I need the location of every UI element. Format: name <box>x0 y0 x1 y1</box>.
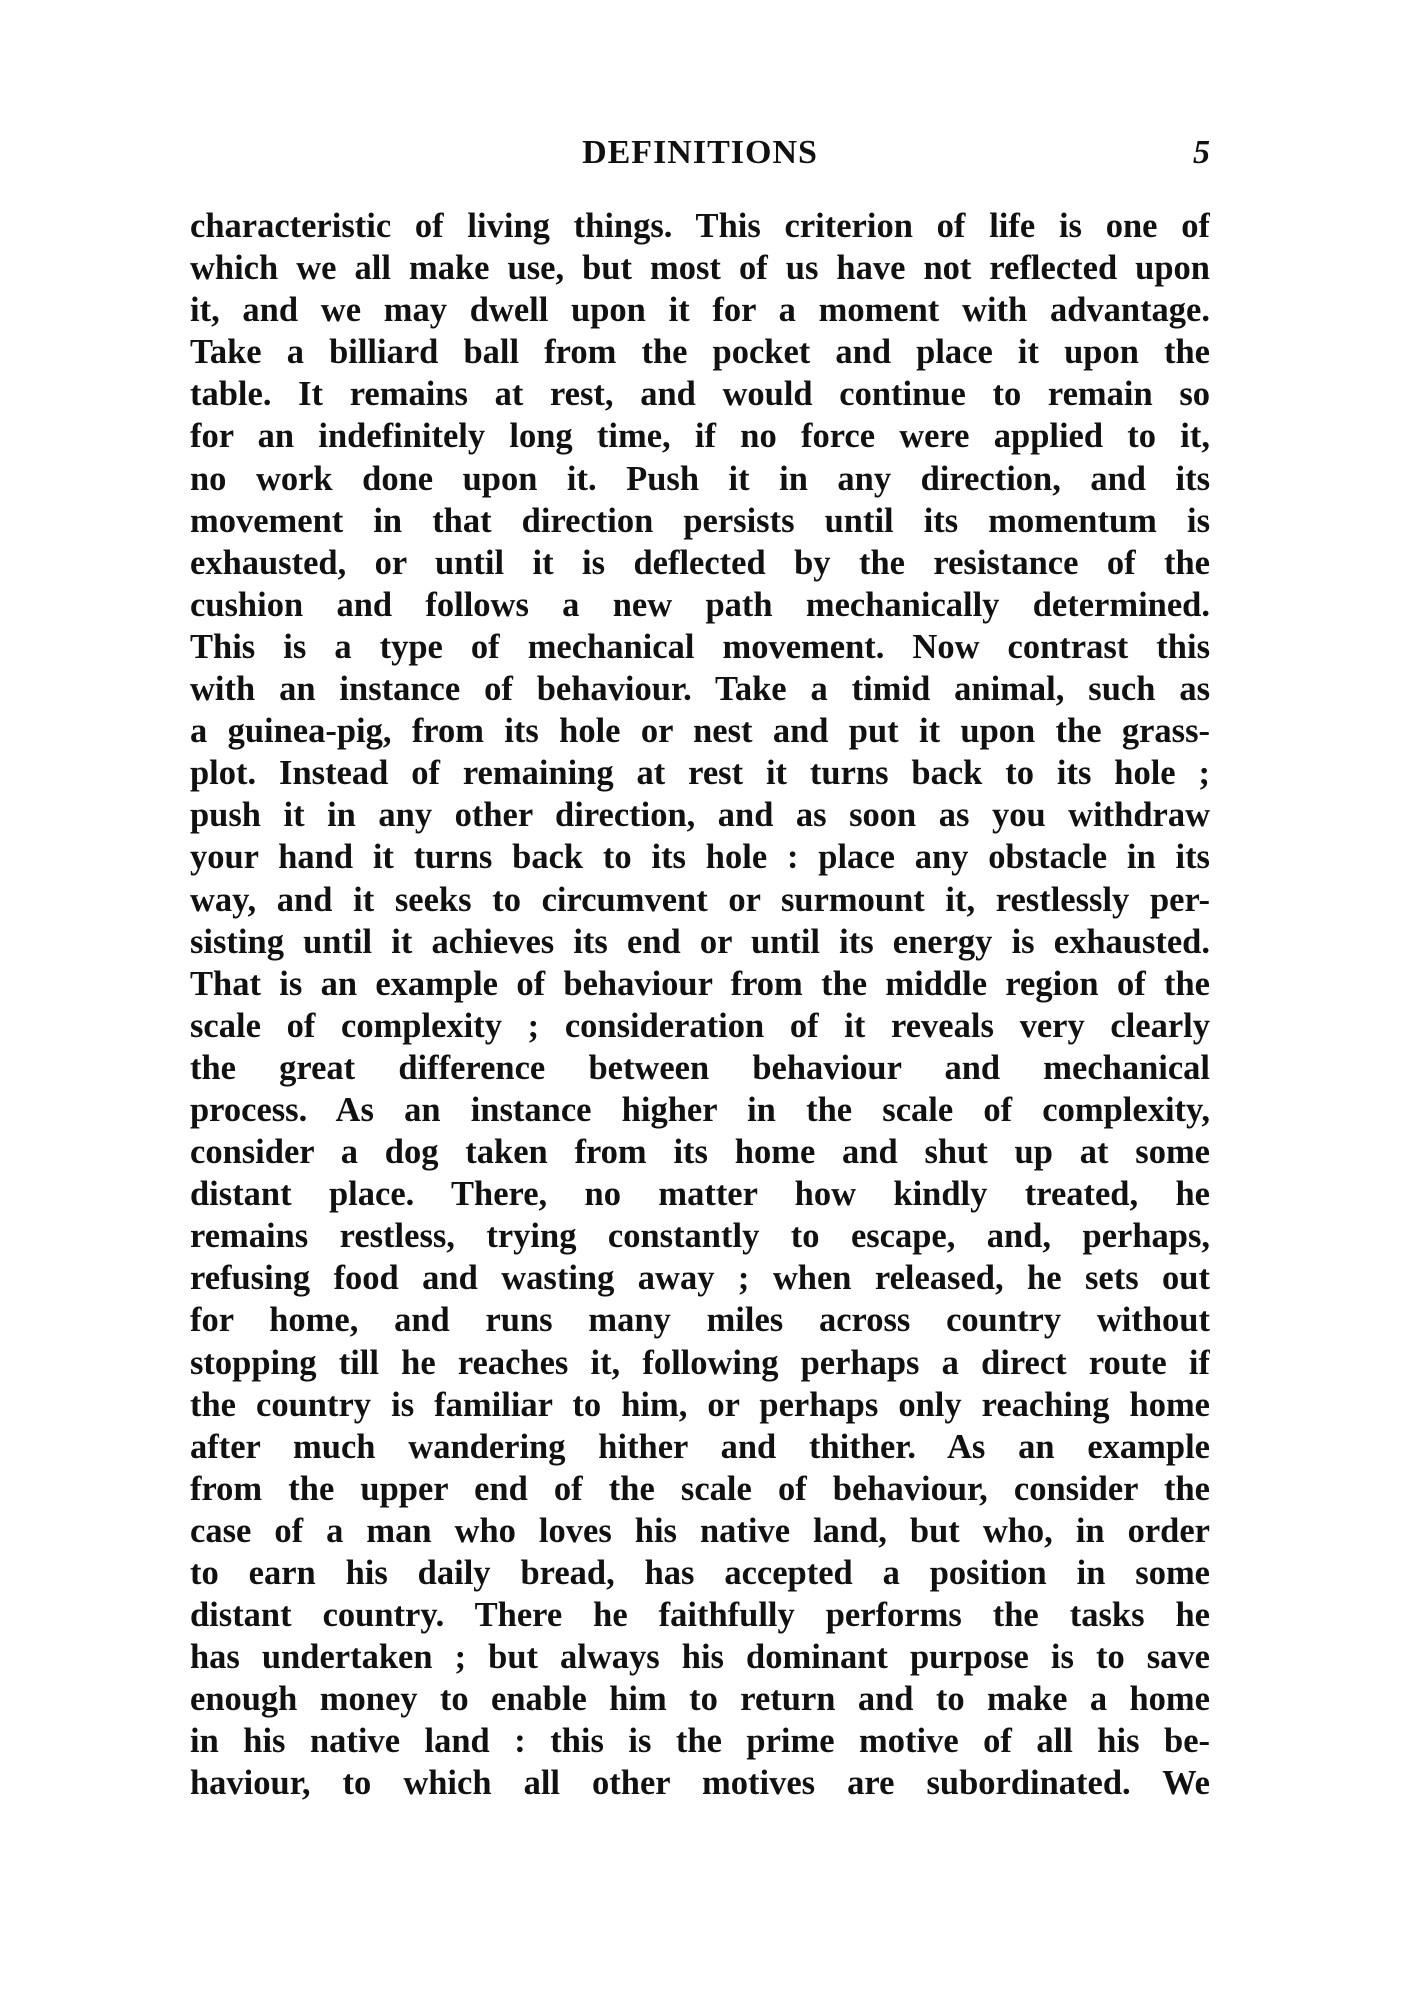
text-line: from the upper end of the scale of behaviour, consider the <box>190 1469 1210 1508</box>
text-line: has undertaken ; but always his dominant purpose is to save <box>190 1638 1210 1677</box>
text-line: no work done upon it. Push it in any direction, and its <box>190 459 1210 498</box>
text-line: table. It remains at rest, and would continue to remain so <box>190 375 1210 414</box>
text-line: remains restless, trying constantly to escape, and, perhaps, <box>190 1217 1210 1256</box>
text-line: with an instance of behaviour. Take a timid animal, such as <box>190 670 1210 709</box>
text-line: stopping till he reaches it, following perhaps a direct route if <box>190 1343 1210 1382</box>
text-line: sisting until it achieves its end or until its energy is exhausted. <box>190 922 1210 961</box>
text-line: case of a man who loves his native land, but who, in order <box>190 1511 1210 1550</box>
running-title: DEFINITIONS <box>582 134 818 171</box>
text-line: after much wandering hither and thither. As an example <box>190 1427 1210 1466</box>
text-line: to earn his daily bread, has accepted a position in some <box>190 1554 1210 1592</box>
text-line: your hand it turns back to its hole : place any obstacle in its <box>190 838 1210 877</box>
text-line: This is a type of mechanical movement. Now contrast this <box>190 627 1210 666</box>
text-line: in his native land : this is the prime motive of all his be- <box>190 1722 1210 1761</box>
text-line: distant country. There he faithfully performs the tasks he <box>190 1596 1210 1635</box>
text-line: characteristic of living things. This criterion of life is one of <box>190 207 1210 245</box>
text-line: haviour, to which all other motives are subordinated. We <box>190 1764 1210 1803</box>
page-number: 5 <box>1193 134 1210 171</box>
text-line: consider a dog taken from its home and shut up at some <box>190 1133 1210 1172</box>
text-line: it, and we may dwell upon it for a moment with advantage. <box>190 291 1210 330</box>
text-line: for home, and runs many miles across country without <box>190 1301 1210 1340</box>
text-line: That is an example of behaviour from the middle region of the <box>190 964 1210 1003</box>
text-line: a guinea-pig, from its hole or nest and put it upon the grass- <box>190 712 1210 751</box>
running-head <box>190 128 1210 178</box>
text-line: way, and it seeks to circumvent or surmount it, restlessly per- <box>190 880 1210 919</box>
text-line: plot. Instead of remaining at rest it turns back to its hole ; <box>190 754 1210 793</box>
text-line: push it in any other direction, and as soon as you withdraw <box>190 796 1210 835</box>
body-text <box>190 205 1210 1805</box>
text-line: for an indefinitely long time, if no force were applied to it, <box>190 417 1210 456</box>
text-line: the country is familiar to him, or perhaps only reaching home <box>190 1385 1210 1424</box>
text-line: scale of complexity ; consideration of it reveals very clearly <box>190 1006 1210 1045</box>
text-line: refusing food and wasting away ; when released, he sets out <box>190 1259 1210 1298</box>
text-line: process. As an instance higher in the scale of complexity, <box>190 1090 1210 1129</box>
text-line: movement in that direction persists until its momentum is <box>190 501 1210 540</box>
text-line: exhausted, or until it is deflected by the resistance of the <box>190 543 1210 582</box>
text-line: cushion and follows a new path mechanically determined. <box>190 585 1210 624</box>
text-line: enough money to enable him to return and to make a home <box>190 1680 1210 1719</box>
text-line: Take a billiard ball from the pocket and place it upon the <box>190 333 1210 372</box>
text-line: the great difference between behaviour and mechanical <box>190 1048 1210 1087</box>
text-line: distant place. There, no matter how kindly treated, he <box>190 1175 1210 1214</box>
text-line: which we all make use, but most of us have not reflected upon <box>190 249 1210 288</box>
